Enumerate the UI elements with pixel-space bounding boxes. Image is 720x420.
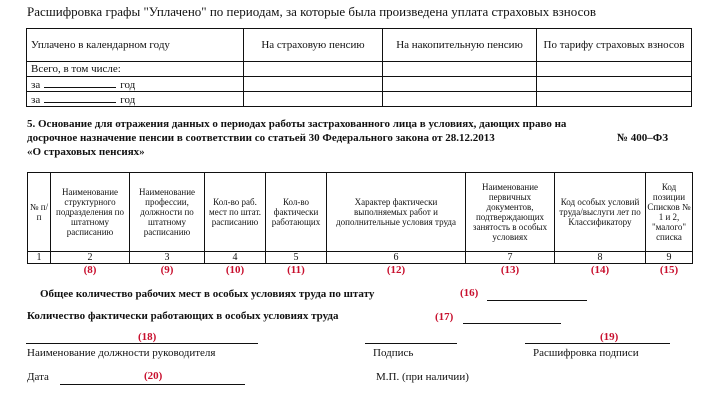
table-row xyxy=(27,77,692,92)
grounds-table xyxy=(27,172,693,276)
col-number: 5 xyxy=(266,252,327,264)
col-number: 1 xyxy=(28,252,51,264)
decode-line[interactable] xyxy=(525,343,670,344)
col-number: 2 xyxy=(51,252,130,264)
section-5-line-2: досрочное назначение пенсии в соответствии со статьей 30 Федерального закона от 28.12.2013 xyxy=(27,132,495,144)
places-label: Общее количество рабочих мест в особых условиях труда по штату xyxy=(40,288,375,300)
stamp-label: М.П. (при наличии) xyxy=(376,371,469,383)
col-header-places: Кол-во раб. мест по штат. расписанию xyxy=(205,173,266,252)
table-row xyxy=(28,252,693,264)
places-ref: (16) xyxy=(460,287,479,299)
col-number: 4 xyxy=(205,252,266,264)
ref-marker[interactable]: (8) xyxy=(83,264,97,276)
decode-ref: (19) xyxy=(600,331,619,343)
col-header-year: Уплачено в календарном году xyxy=(27,29,244,62)
col-header-documents: Наименование первичных документов, подтверждающих занятость в особых условиях xyxy=(466,173,555,252)
col-header-work-nature: Характер фактически выполняемых работ и дополнительные условия труда xyxy=(327,173,466,252)
workers-ref: (17) xyxy=(435,311,454,323)
ref-marker[interactable]: (13) xyxy=(500,264,520,276)
cell[interactable] xyxy=(383,62,537,77)
date-label: Дата xyxy=(27,371,49,383)
ref-marker[interactable]: (9) xyxy=(160,264,174,276)
signature-label: Подпись xyxy=(373,347,414,359)
section-5-line-3: «О страховых пенсиях» xyxy=(27,146,145,158)
cell[interactable] xyxy=(537,62,692,77)
date-ref: (20) xyxy=(144,370,163,382)
head-position-line[interactable] xyxy=(26,343,258,344)
ref-marker[interactable]: (15) xyxy=(659,264,679,276)
ref-marker[interactable]: (11) xyxy=(287,264,305,276)
cell[interactable] xyxy=(383,77,537,92)
signature-line[interactable] xyxy=(365,343,457,344)
row-label-year: за год xyxy=(27,92,244,107)
workers-label: Количество фактически работающих в особых условиях труда xyxy=(27,310,339,322)
col-header-insurance: На страховую пенсию xyxy=(244,29,383,62)
col-number: 7 xyxy=(466,252,555,264)
col-number: 9 xyxy=(646,252,693,264)
cell[interactable] xyxy=(383,92,537,107)
ref-marker[interactable]: (14) xyxy=(590,264,610,276)
cell[interactable] xyxy=(244,77,383,92)
section-5-heading xyxy=(27,117,707,159)
places-input-line[interactable] xyxy=(487,300,587,301)
cell[interactable] xyxy=(537,92,692,107)
head-ref: (18) xyxy=(138,331,157,343)
col-header-workers: Кол-во фактически работающих xyxy=(266,173,327,252)
table-caption: Расшифровка графы "Уплачено" по периодам, за которые была произведена уплата страховых взносов xyxy=(27,4,596,19)
ref-marker xyxy=(28,264,51,277)
workers-input-line[interactable] xyxy=(463,323,561,324)
cell[interactable] xyxy=(537,77,692,92)
ref-marker[interactable]: (10) xyxy=(225,264,245,276)
col-header-num: № п/п xyxy=(28,173,51,252)
row-label-total: Всего, в том числе: xyxy=(27,62,244,77)
cell[interactable] xyxy=(244,92,383,107)
col-header-profession: Наименование профессии, должности по штатному расписанию xyxy=(130,173,205,252)
col-number: 8 xyxy=(555,252,646,264)
section-5-line-1: 5. Основание для отражения данных о периодах работы застрахованного лица в условиях, дающих право на xyxy=(27,118,567,130)
col-header-funded: На накопительную пенсию xyxy=(383,29,537,62)
col-number: 3 xyxy=(130,252,205,264)
col-header-list-code: Код позиции Списков № 1 и 2, "малого" списка xyxy=(646,173,693,252)
col-number: 6 xyxy=(327,252,466,264)
row-label-year: за год xyxy=(27,77,244,92)
law-number: № 400–ФЗ xyxy=(617,132,669,144)
year-blank[interactable] xyxy=(44,78,116,88)
decode-label: Расшифровка подписи xyxy=(533,347,639,359)
head-position-label: Наименование должности руководителя xyxy=(27,347,216,359)
table-row xyxy=(27,92,692,107)
col-header-tariff: По тарифу страховых взносов xyxy=(537,29,692,62)
cell[interactable] xyxy=(244,62,383,77)
ref-marker[interactable]: (12) xyxy=(386,264,406,276)
payment-breakdown-table xyxy=(26,28,692,107)
date-input-line[interactable] xyxy=(60,384,245,385)
col-header-condition-code: Код особых условий труда/выслуги лет по Классификатору xyxy=(555,173,646,252)
table-row xyxy=(27,62,692,77)
col-header-unit: Наименование структурного подразделения по штатному расписанию xyxy=(51,173,130,252)
year-blank[interactable] xyxy=(44,93,116,103)
table-row xyxy=(28,264,693,277)
